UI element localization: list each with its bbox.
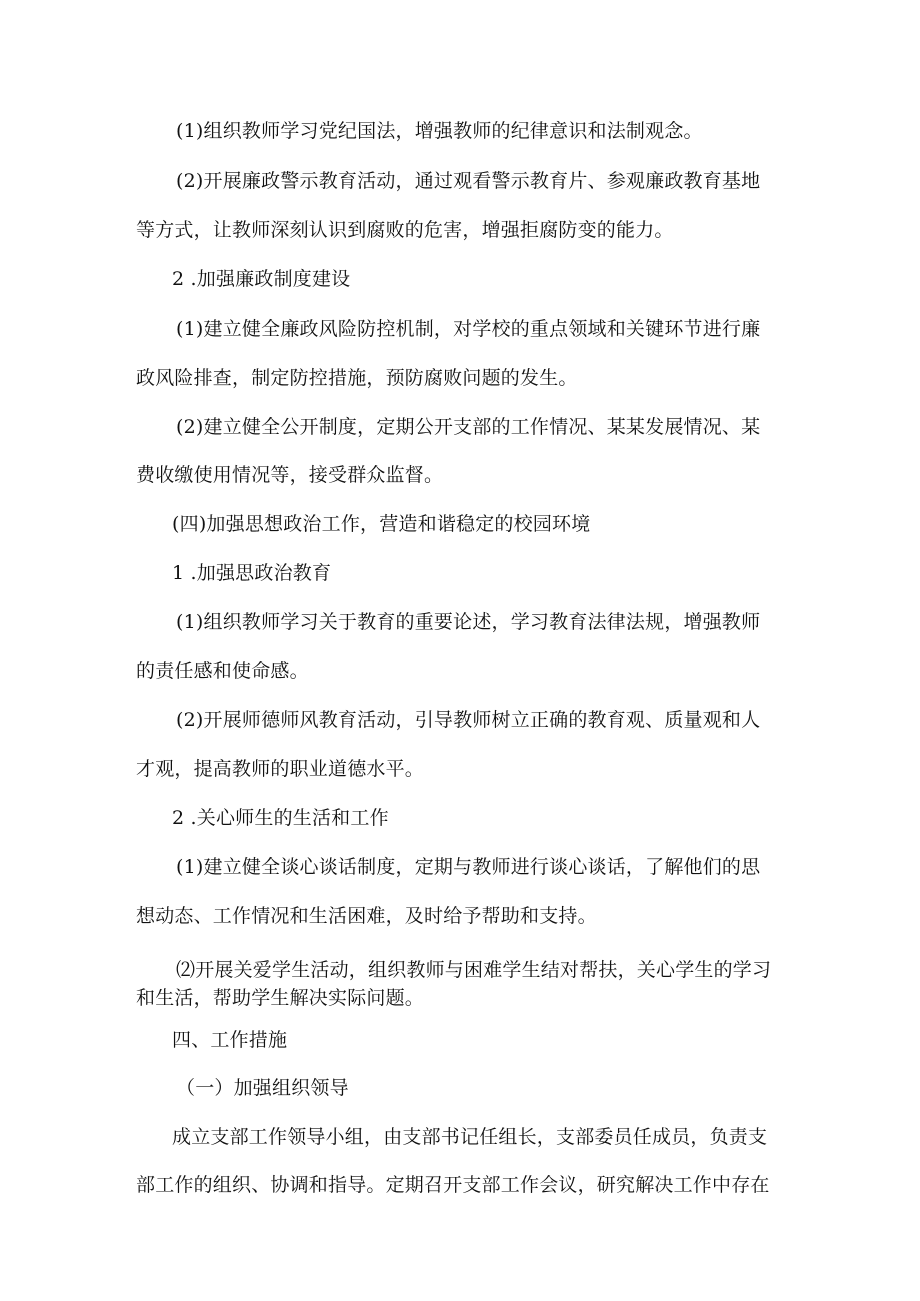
section-heading: (四)加强思想政治工作，营造和谐稳定的校园环境	[172, 513, 591, 535]
paragraph-line: 和生活，帮助学生解决实际问题。	[136, 987, 425, 1009]
paragraph-line: 费收缴使用情况等，接受群众监督。	[136, 464, 444, 486]
section-heading: 1 .加强思政治教育	[172, 562, 332, 584]
paragraph-line: 成立支部工作领导小组，由支部书记任组长，支部委员任成员，负责支	[172, 1126, 768, 1148]
paragraph-line: 部工作的组织、协调和指导。定期召开支部工作会议，研究解决工作中存在	[136, 1174, 770, 1196]
paragraph-line: (1)组织教师学习党纪国法，增强教师的纪律意识和法制观念。	[176, 120, 703, 142]
paragraph-line: 才观，提高教师的职业道德水平。	[136, 758, 425, 780]
section-heading: 四、工作措施	[172, 1029, 288, 1051]
paragraph-line: (1)建立健全谈心谈话制度，定期与教师进行谈心谈话，了解他们的思	[176, 856, 761, 878]
paragraph-line: (1)建立健全廉政风险防控机制，对学校的重点领域和关键环节进行廉	[176, 318, 761, 340]
paragraph-line: (2)建立健全公开制度，定期公开支部的工作情况、某某发展情况、某	[176, 416, 761, 438]
paragraph-line: (1)组织教师学习关于教育的重要论述，学习教育法律法规，增强教师	[176, 611, 761, 633]
paragraph-line: (2)开展师德师风教育活动，引导教师树立正确的教育观、质量观和人	[176, 709, 761, 731]
section-heading: （一）加强组织领导	[176, 1077, 349, 1099]
paragraph-line: 等方式，让教师深刻认识到腐败的危害，增强拒腐防变的能力。	[136, 219, 674, 241]
paragraph-line: 想动态、工作情况和生活困难，及时给予帮助和支持。	[136, 905, 597, 927]
section-heading: 2 .加强廉政制度建设	[172, 268, 351, 290]
paragraph-line: 的责任感和使命感。	[136, 660, 309, 682]
section-heading: 2 .关心师生的生活和工作	[172, 807, 389, 829]
paragraph-line: ⑵开展关爱学生活动，组织教师与困难学生结对帮扶，关心学生的学习	[176, 959, 772, 981]
paragraph-line: 政风险排查，制定防控措施，预防腐败问题的发生。	[136, 367, 578, 389]
paragraph-line: (2)开展廉政警示教育活动，通过观看警示教育片、参观廉政教育基地	[176, 170, 761, 192]
